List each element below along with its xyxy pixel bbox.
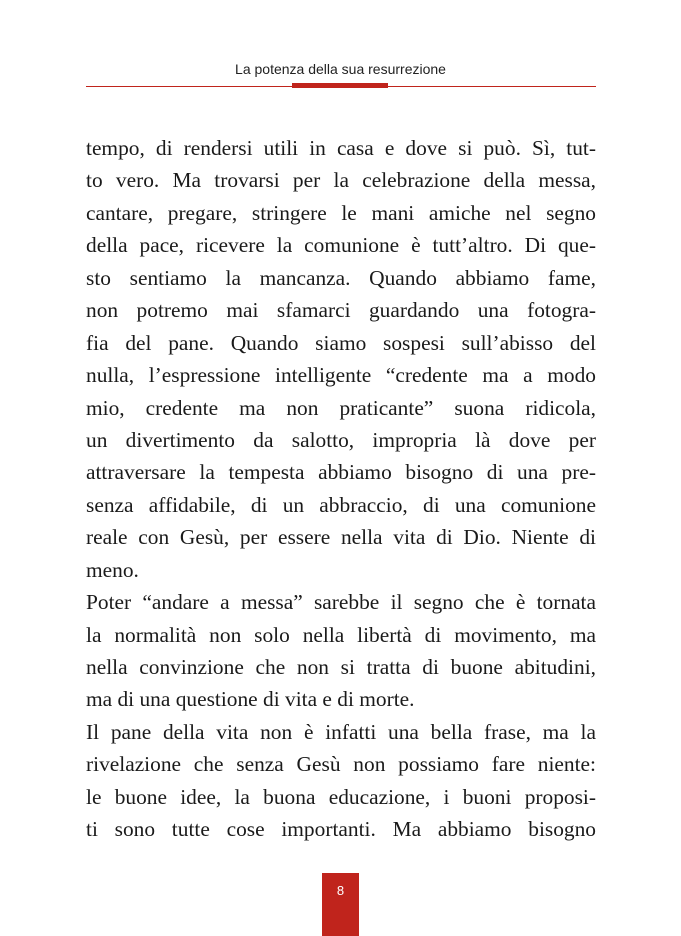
text-line: la normalità non solo nella libertà di movimento, ma — [86, 622, 596, 647]
text-line: sto sentiamo la mancanza. Quando abbiamo fame, — [86, 265, 596, 290]
page-number-tab — [322, 873, 359, 936]
page-number: 8 — [336, 883, 345, 898]
text-line: non potremo mai sfamarci guardando una fotogra- — [86, 298, 596, 323]
body-text — [86, 132, 596, 846]
text-line: ma di una questione di vita e di morte. — [86, 687, 415, 712]
text-line: fia del pane. Quando siamo sospesi sull’abisso del — [86, 330, 596, 355]
text-line: cantare, pregare, stringere le mani amiche nel segno — [86, 200, 596, 225]
text-line: le buone idee, la buona educazione, i buoni proposi- — [86, 784, 596, 809]
text-line: ti sono tutte cose importanti. Ma abbiamo bisogno — [86, 817, 596, 842]
text-line: della pace, ricevere la comunione è tutt’altro. Di que- — [86, 233, 596, 258]
text-line: to vero. Ma trovarsi per la celebrazione della messa, — [86, 168, 596, 193]
text-line: tempo, di rendersi utili in casa e dove si può. Sì, tut- — [86, 136, 596, 160]
text-line: attraversare la tempesta abbiamo bisogno di una pre- — [86, 460, 596, 485]
text-line: mio, credente ma non praticante” suona ridicola, — [86, 395, 596, 420]
text-line: un divertimento da salotto, impropria là dove per — [86, 427, 596, 452]
text-line: nella convinzione che non si tratta di buone abitudini, — [86, 655, 596, 679]
text-line: Il pane della vita non è infatti una bella frase, ma la — [86, 719, 596, 744]
text-line: senza affidabile, di un abbraccio, di una comunione — [86, 492, 596, 517]
text-line: reale con Gesù, per essere nella vita di Dio. Niente di — [86, 525, 596, 550]
text-line: rivelazione che senza Gesù non possiamo fare niente: — [86, 752, 596, 777]
running-head-title: La potenza della sua resurrezione — [235, 61, 446, 77]
text-line: Poter “andare a messa” sarebbe il segno che è tornata — [86, 590, 596, 615]
text-line: meno. — [86, 557, 139, 582]
text-line: nulla, l’espressione intelligente “credente ma a modo — [86, 363, 596, 388]
header-accent-bar — [292, 83, 388, 88]
